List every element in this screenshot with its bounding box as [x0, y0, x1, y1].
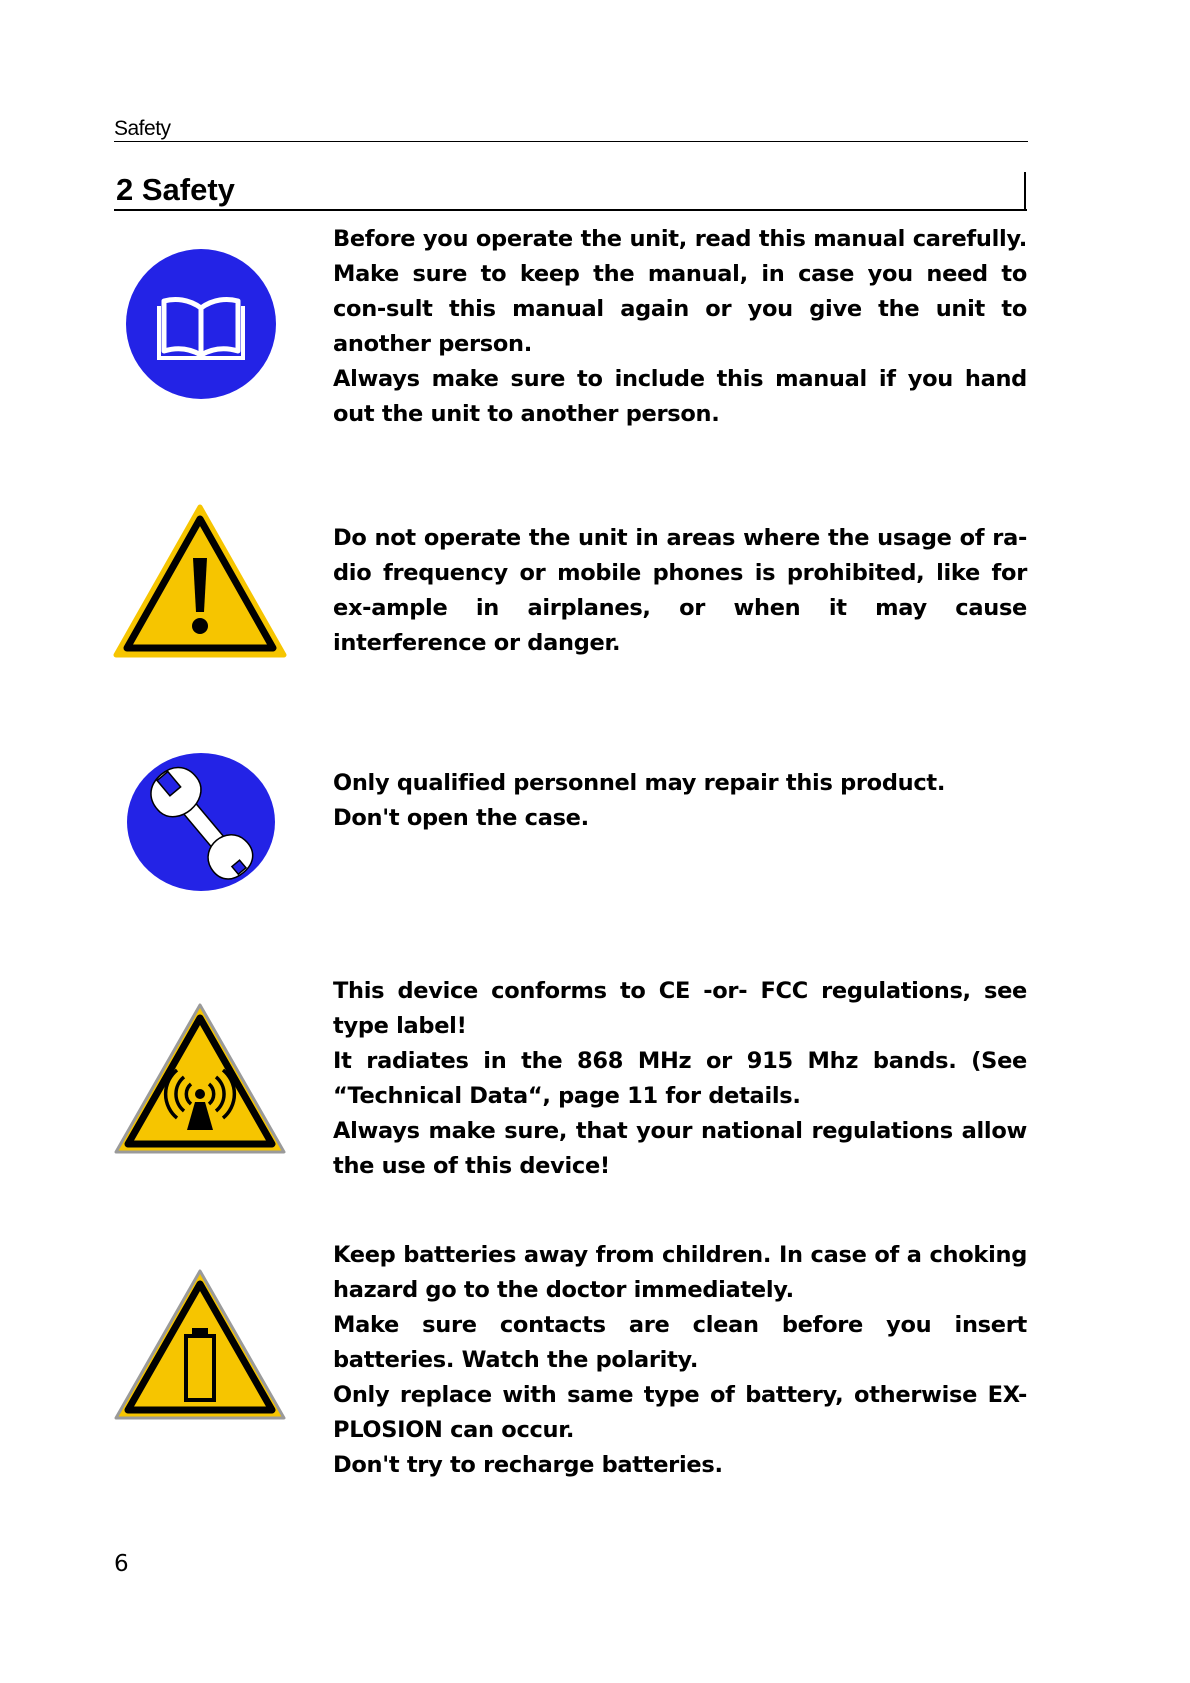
chapter-title: 2 Safety: [116, 172, 235, 207]
radio-frequency-warning-text: [333, 521, 1027, 661]
paragraph: Don't open the case.: [333, 805, 589, 831]
paragraph: Only qualified personnel may repair this product.: [333, 770, 946, 796]
paragraph: It radiates in the 868 MHz or 915 Mhz bands. (See “Technical Data“, page 11 for details.: [333, 1048, 1027, 1109]
paragraph: Before you operate the unit, read this manual carefully. Make sure to keep the manual, in case you need to con-sult this manual again or you give the unit to another person.: [333, 226, 1027, 357]
paragraph: Make sure contacts are clean before you insert batteries. Watch the polarity.: [333, 1312, 1027, 1373]
paragraph: Do not operate the unit in areas where the usage of ra-dio frequency or mobile phones is prohibited, like for ex-ample in airplanes, or when it may cause interference or danger.: [333, 525, 1027, 656]
radiation-warning-icon: [113, 1002, 287, 1156]
read-manual-text: [333, 222, 1027, 432]
warning-exclamation-icon: [113, 504, 287, 660]
paragraph: Always make sure to include this manual if you hand out the unit to another person.: [333, 366, 1027, 427]
paragraph: Don't try to recharge batteries.: [333, 1452, 723, 1478]
paragraph: Keep batteries away from children. In case of a choking hazard go to the doctor immediately.: [333, 1242, 1027, 1303]
battery-safety-text: [333, 1238, 1027, 1483]
header-rule: [114, 141, 1028, 142]
title-bar: [1024, 172, 1026, 210]
battery-warning-icon: [113, 1268, 287, 1422]
regulations-text: [333, 974, 1027, 1184]
read-manual-icon: [125, 244, 277, 404]
wrench-icon: [126, 752, 276, 892]
repair-notice-text: [333, 766, 1027, 836]
running-header: Safety: [114, 117, 171, 140]
paragraph: This device conforms to CE -or- FCC regulations, see type label!: [333, 978, 1027, 1039]
page-number: 6: [114, 1551, 129, 1577]
paragraph: Always make sure, that your national regulations allow the use of this device!: [333, 1118, 1027, 1179]
paragraph: Only replace with same type of battery, otherwise EX-PLOSION can occur.: [333, 1382, 1027, 1443]
title-rule: [114, 209, 1027, 211]
